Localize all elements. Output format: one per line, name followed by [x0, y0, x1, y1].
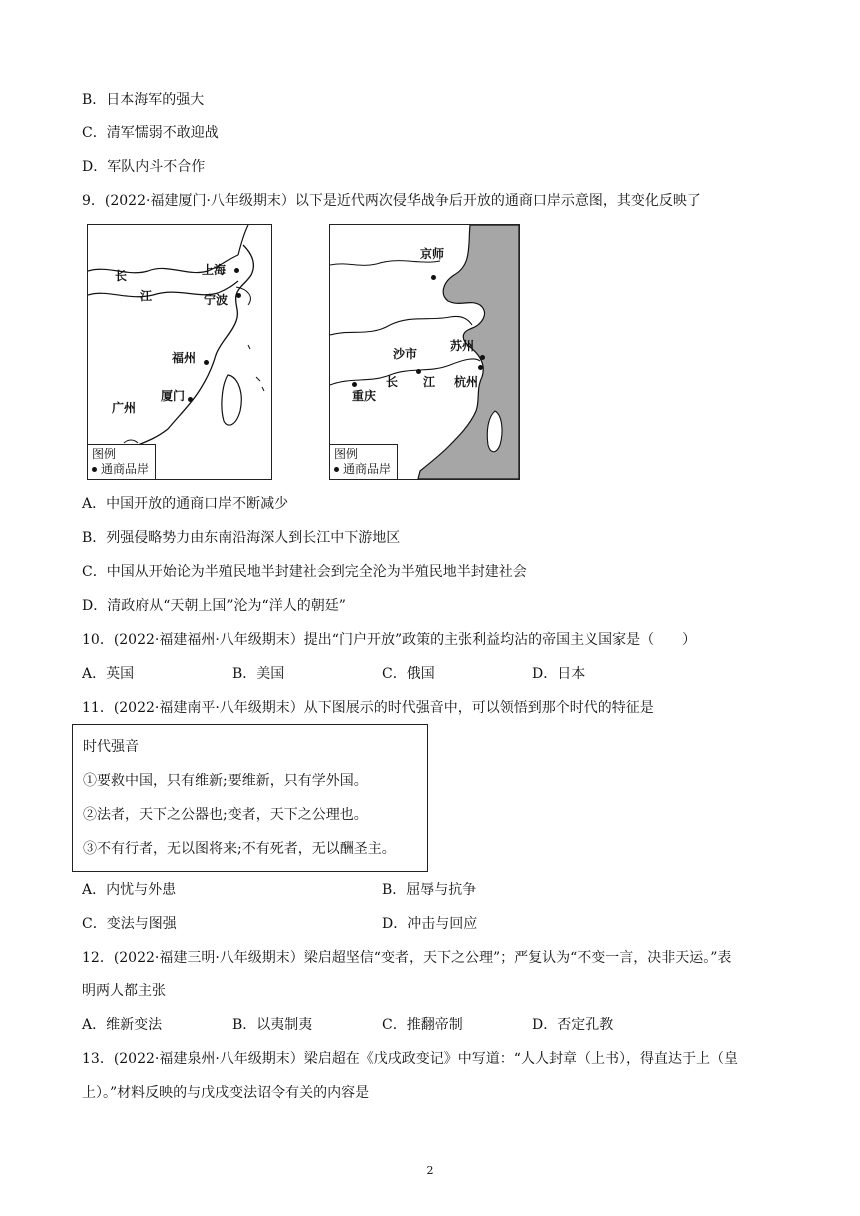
map1-label-guangzhou: 广州 — [112, 401, 137, 415]
q11-option-a: A．内忧与外患 — [82, 882, 177, 898]
map2-outline — [330, 225, 519, 479]
q9-option-a: A．中国开放的通商口岸不断减少 — [82, 496, 289, 512]
map1-port-dot-xiamen — [188, 397, 193, 402]
page-number: 2 — [426, 1164, 434, 1177]
q11-box-line-3: ③不有行者，无以图将来;不有死者，无以酬圣主。 — [83, 841, 396, 857]
map2-label-suzhou: 苏州 — [450, 339, 475, 353]
map-second-war-ports — [329, 224, 520, 480]
map2-legend-title: 图例 — [334, 447, 359, 461]
map2-label-chang: 长 — [386, 375, 399, 389]
q8-option-b: B．日本海军的强大 — [82, 92, 205, 108]
q11-quote-box — [72, 724, 428, 872]
q13-stem-line-2: 上）。”材料反映的与戊戌变法诏令有关的内容是 — [82, 1085, 370, 1101]
legend-dot-icon — [334, 467, 339, 472]
map1-label-shanghai: 上海 — [202, 263, 227, 277]
map2-port-dot-shashi — [416, 369, 421, 374]
map1-port-dot-shanghai — [234, 268, 239, 273]
q10-option-d: D．日本 — [532, 666, 586, 682]
map1-label-ningbo: 宁波 — [204, 293, 229, 307]
map2-label-chongqing: 重庆 — [352, 389, 377, 403]
map1-legend — [88, 444, 156, 479]
q10-stem: 10．(2022·福建福州·八年级期末）提出“门户开放”政策的主张利益均沾的帝国主义国家是（ ） — [82, 632, 697, 648]
map1-label-xiamen: 厦门 — [161, 389, 186, 403]
map1-legend-item: 通商品岸 — [101, 462, 150, 476]
q9-option-c: C．中国从开始论为半殖民地半封建社会到完全沦为半殖民地半封建社会 — [82, 564, 527, 580]
q8-option-d: D．军队内斗不合作 — [82, 159, 206, 175]
map1-label-fuzhou: 福州 — [172, 351, 197, 365]
q12-option-c: C．推翻帝制 — [382, 1017, 463, 1033]
q12-option-b: B．以夷制夷 — [232, 1017, 313, 1033]
q11-box-line-2: ②法者，天下之公器也;变者，天下之公理也。 — [83, 807, 368, 823]
q12-option-a: A．维新变法 — [82, 1017, 163, 1033]
q11-option-b: B．屈辱与抗争 — [382, 882, 477, 898]
map2-legend — [330, 444, 398, 479]
q9-stem: 9．(2022·福建厦门·八年级期末）以下是近代两次侵华战争后开放的通商口岸示意图，其变化反映了 — [82, 193, 701, 209]
q11-option-c: C．变法与图强 — [82, 916, 177, 932]
map2-label-shashi: 沙市 — [393, 347, 418, 361]
map2-port-dot-jingshi — [431, 275, 436, 280]
q12-stem-line-2: 明两人都主张 — [82, 983, 166, 999]
map1-label-jiang: 江 — [140, 289, 153, 303]
map-first-war-ports — [87, 224, 272, 480]
q12-option-d: D．否定孔教 — [532, 1017, 614, 1033]
map2-label-jingshi: 京师 — [420, 247, 445, 261]
map2-label-jiang: 江 — [423, 375, 436, 389]
map2-legend-item: 通商品岸 — [343, 462, 392, 476]
map2-port-dot-chongqing — [352, 382, 357, 387]
map2-port-dot-suzhou — [480, 355, 485, 360]
q10-option-b: B．美国 — [232, 666, 285, 682]
map1-port-dot-fuzhou — [204, 360, 209, 365]
map1-legend-title: 图例 — [92, 447, 117, 461]
q8-option-c: C．清军懦弱不敢迎战 — [82, 125, 219, 141]
q11-box-line-1: ①要救中国，只有维新;要维新，只有学外国。 — [83, 773, 368, 789]
map2-port-dot-hangzhou — [478, 365, 483, 370]
q12-stem-line-1: 12．(2022·福建三明·八年级期末）梁启超坚信“变者，天下之公理”；严复认为“不变一言，决非天运。”表 — [82, 950, 732, 966]
q10-option-c: C．俄国 — [382, 666, 435, 682]
q9-option-b: B．列强侵略势力由东南沿海深人到长江中下游地区 — [82, 530, 401, 546]
q9-option-d: D．清政府从“天朝上国”沦为“洋人的朝廷” — [82, 598, 346, 614]
q13-stem-line-1: 13．(2022·福建泉州·八年级期末）梁启超在《戊戌政变记》中写道：“人人封章（上书），得直达于上（皇 — [82, 1051, 738, 1067]
map1-label-chang: 长 — [115, 269, 128, 283]
q10-option-a: A．英国 — [82, 666, 135, 682]
q11-box-title: 时代强音 — [83, 739, 139, 755]
map1-port-dot-ningbo — [236, 293, 241, 298]
legend-dot-icon — [92, 467, 97, 472]
map2-label-hangzhou: 杭州 — [454, 375, 479, 389]
q11-stem: 11．(2022·福建南平·八年级期末）从下图展示的时代强音中，可以领悟到那个时代的特征是 — [82, 700, 654, 716]
q11-option-d: D．冲击与回应 — [382, 916, 478, 932]
